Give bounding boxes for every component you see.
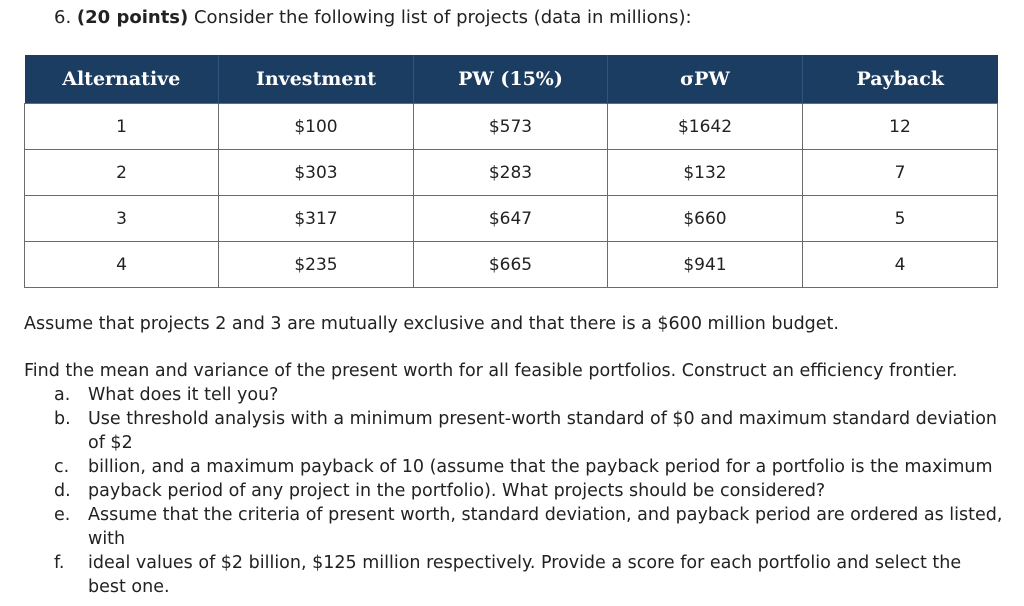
header-sigma-pw: σPW (608, 55, 803, 104)
cell-sigma-pw: $1642 (608, 104, 803, 150)
list-item (54, 479, 1004, 503)
cell-payback: 4 (803, 242, 998, 288)
subpart-text: What does it tell you? (88, 385, 279, 405)
subpart-letter: d. (54, 481, 71, 501)
table-row (25, 104, 998, 150)
question-number: 6. (54, 7, 72, 28)
list-item (54, 503, 1004, 551)
header-alternative: Alternative (25, 55, 219, 104)
subpart-letter: e. (54, 505, 71, 525)
cell-alternative: 3 (25, 196, 219, 242)
header-investment: Investment (219, 55, 414, 104)
subpart-letter: a. (54, 385, 71, 405)
cell-pw: $573 (414, 104, 608, 150)
cell-investment: $100 (219, 104, 414, 150)
cell-payback: 12 (803, 104, 998, 150)
cell-sigma-pw: $132 (608, 150, 803, 196)
cell-alternative: 1 (25, 104, 219, 150)
subpart-letter: b. (54, 409, 71, 429)
subpart-letter: c. (54, 457, 70, 477)
list-item (54, 455, 1004, 479)
subpart-text: Use threshold analysis with a minimum present-worth standard of $0 and maximum standard deviation of $2 (88, 409, 998, 453)
cell-investment: $303 (219, 150, 414, 196)
list-item (54, 551, 1004, 599)
cell-payback: 7 (803, 150, 998, 196)
subpart-text: billion, and a maximum payback of 10 (assume that the payback period for a portfolio is the maximum (88, 457, 993, 477)
question-points: (20 points) (76, 7, 189, 28)
subpart-letter: f. (54, 553, 65, 573)
table-row (25, 196, 998, 242)
cell-sigma-pw: $941 (608, 242, 803, 288)
list-item (54, 383, 1004, 407)
cell-alternative: 2 (25, 150, 219, 196)
subparts-list (54, 383, 1004, 599)
subpart-text: Assume that the criteria of present worth, standard deviation, and payback period are ordered as listed, with (88, 505, 1003, 549)
question-heading (54, 6, 692, 30)
table-header-row (25, 55, 998, 104)
header-pw: PW (15%) (414, 55, 608, 104)
question-prompt: Consider the following list of projects (data in millions): (193, 7, 692, 28)
instruction-text: Find the mean and variance of the present worth for all feasible portfolios. Construct an efficiency frontier. (24, 361, 958, 381)
subpart-text: ideal values of $2 billion, $125 million respectively. Provide a score for each portfolio and select the best one. (88, 553, 962, 597)
table-row (25, 242, 998, 288)
cell-pw: $647 (414, 196, 608, 242)
projects-table (24, 55, 998, 288)
cell-investment: $317 (219, 196, 414, 242)
table-row (25, 150, 998, 196)
cell-sigma-pw: $660 (608, 196, 803, 242)
header-payback: Payback (803, 55, 998, 104)
cell-payback: 5 (803, 196, 998, 242)
assumption-text: Assume that projects 2 and 3 are mutually exclusive and that there is a $600 million budget. (24, 314, 839, 334)
subpart-text: payback period of any project in the portfolio). What projects should be considered? (88, 481, 826, 501)
list-item (54, 407, 1004, 455)
cell-investment: $235 (219, 242, 414, 288)
cell-alternative: 4 (25, 242, 219, 288)
cell-pw: $283 (414, 150, 608, 196)
cell-pw: $665 (414, 242, 608, 288)
